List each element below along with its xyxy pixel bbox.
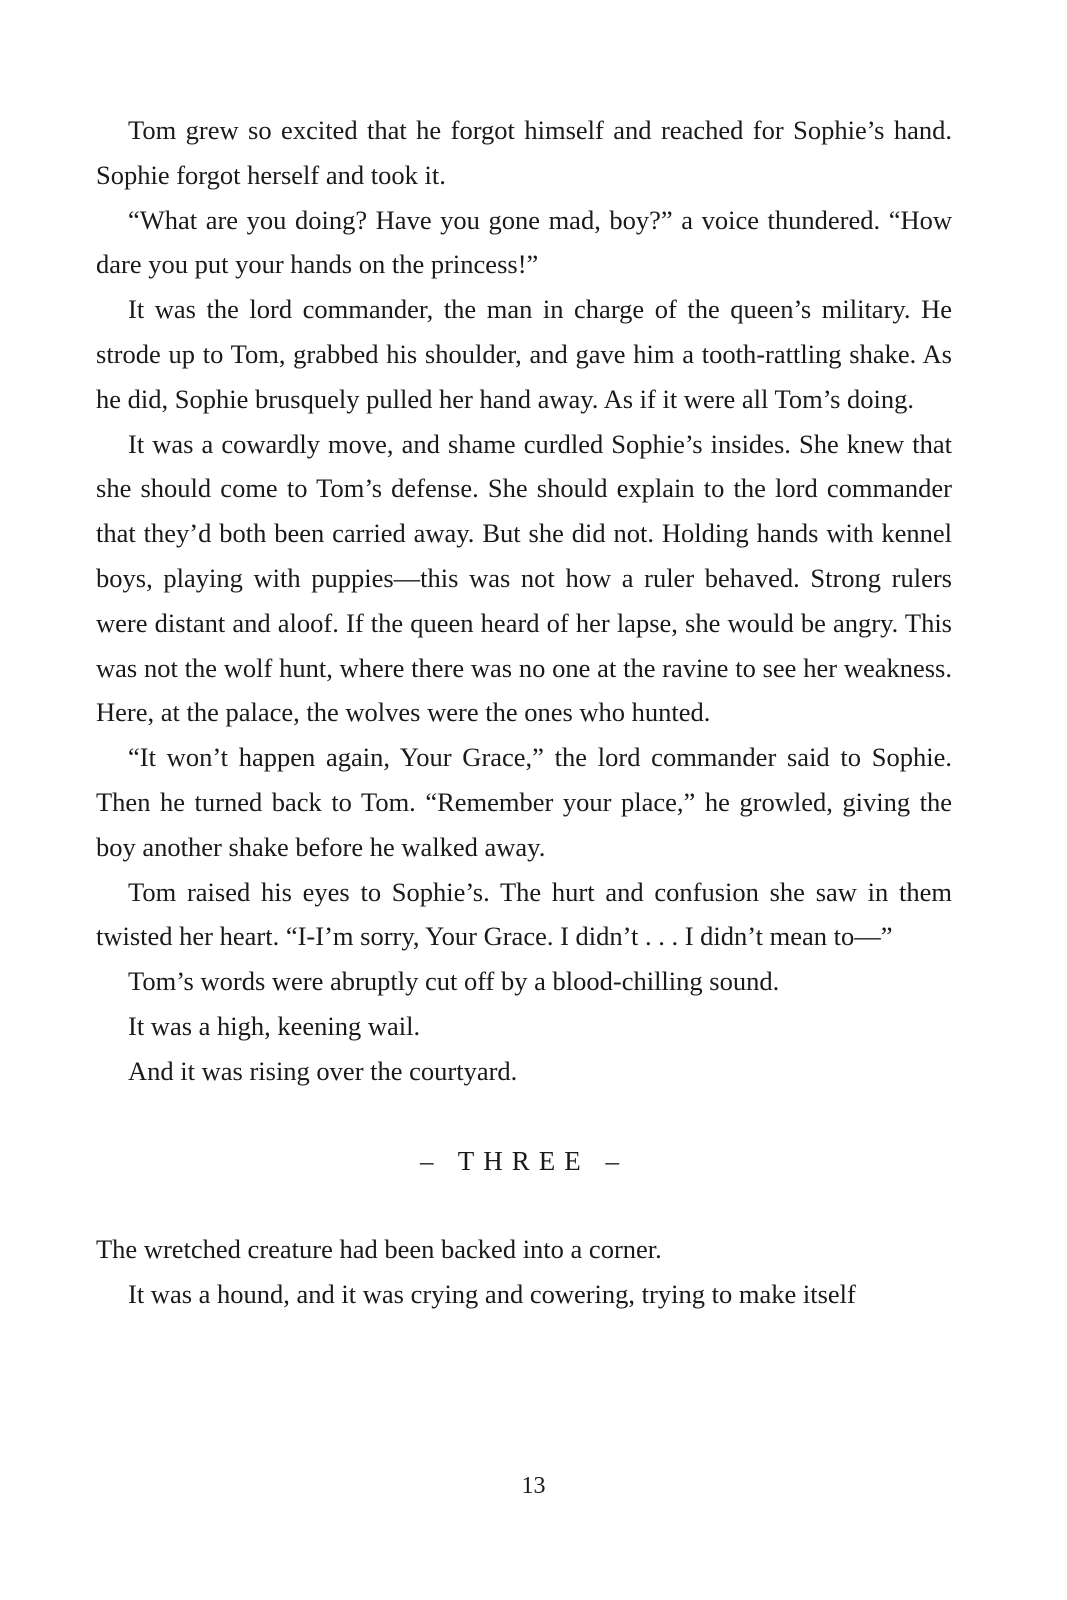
paragraph: It was a high, keening wail. [128, 1010, 421, 1041]
paragraph: Tom’s words were abruptly cut off by a blood-chilling sound. [128, 966, 780, 997]
paragraph: “What are you doing? Have you gone mad, boy?” a voice thundered. “How dare you put your hands on the princess!” [96, 204, 952, 280]
paragraph: It was the lord commander, the man in charge of the queen’s military. He strode up to Tom, grabbed his shoulder, and gave him a tooth-rattling shake. As he did, Sophie brusquely pulled her hand away. As if it were all Tom’s doing. [96, 294, 952, 414]
paragraph: Tom grew so excited that he forgot himself and reached for Sophie’s hand. Sophie forgot herself and took it. [96, 115, 952, 190]
chapter-heading: – THREE – [420, 1145, 628, 1176]
page-body [96, 108, 952, 1317]
paragraph: “It won’t happen again, Your Grace,” the lord commander said to Sophie. Then he turned back to Tom. “Remember your place,” he growled, giving the boy another shake before he walked away. [96, 742, 952, 862]
paragraph: Tom raised his eyes to Sophie’s. The hurt and confusion she saw in them twisted her heart. “I-I’m sorry, Your Grace. I didn’t . . . I didn’t mean to—” [96, 876, 952, 952]
paragraph: It was a hound, and it was crying and cowering, trying to make itself [128, 1279, 856, 1310]
paragraph: And it was rising over the courtyard. [128, 1055, 518, 1086]
page-number: 13 [521, 1473, 546, 1499]
paragraph: It was a cowardly move, and shame curdled Sophie’s insides. She knew that she should come to Tom’s defense. She should explain to the lord commander that they’d both been carried away. But she did not. Holding hands with kennel boys, playing with puppies—this was not how a ruler behaved. Strong rulers were distant and aloof. If the queen heard of her lapse, she would be angry. This was not the wolf hunt, where there was no one at the ravine to see her weakness. Here, at the palace, the wolves were the ones who hunted. [96, 428, 952, 728]
paragraph-first: The wretched creature had been backed into a corner. [96, 1234, 662, 1265]
